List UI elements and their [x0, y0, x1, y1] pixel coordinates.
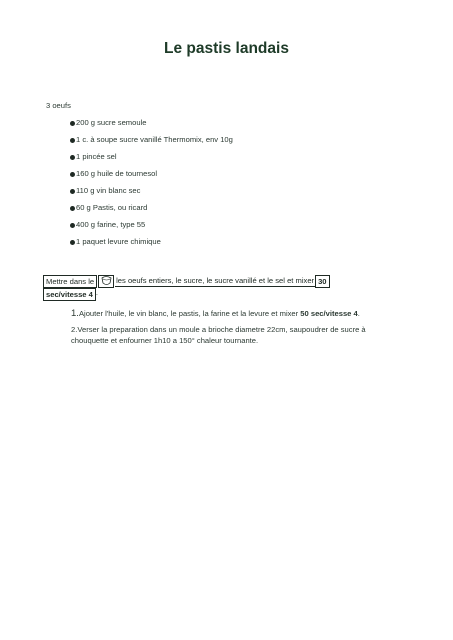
- ingredient-list: [70, 118, 233, 254]
- bullet-icon: [70, 206, 75, 211]
- step-1-setting: 50 sec/vitesse 4: [300, 309, 358, 318]
- list-item: 400 g farine, type 55: [70, 220, 233, 237]
- bullet-icon: [70, 121, 75, 126]
- bullet-icon: [70, 223, 75, 228]
- page-title: Le pastis landais: [164, 40, 289, 57]
- bullet-icon: [70, 138, 75, 143]
- step-0-text: les oeufs entiers, le sucre, le sucre vanillé et le sel et mixer: [116, 276, 315, 285]
- list-item: 1 c. à soupe sucre vanillé Thermomix, env 10g: [70, 135, 233, 152]
- list-item: 110 g vin blanc sec: [70, 186, 233, 203]
- bullet-icon: [70, 240, 75, 245]
- step-2-text: Verser la preparation dans un moule a brioche diametre 22cm, saupoudrer de sucre à chouquette et enfourner 1h10 a 150° chaleur tournante.: [71, 325, 366, 345]
- bullet-icon: [70, 155, 75, 160]
- step-2: [71, 324, 371, 346]
- intro-ingredient: 3 oeufs: [46, 101, 71, 110]
- list-item: 160 g huile de tournesol: [70, 169, 233, 186]
- step-0-setting-a: 30: [315, 275, 329, 288]
- step-0-end: .: [95, 288, 98, 297]
- step-1-number: 1.: [71, 308, 79, 319]
- step-1-text: Ajouter l'huile, le vin blanc, le pastis, la farine et la levure et mixer: [78, 309, 301, 318]
- bullet-icon: [70, 189, 75, 194]
- list-item: 1 paquet levure chimique: [70, 237, 233, 254]
- bullet-icon: [70, 172, 75, 177]
- list-item: 200 g sucre semoule: [70, 118, 233, 135]
- bowl-icon: [100, 275, 113, 287]
- step-2-number: 2.: [71, 325, 78, 334]
- step-1: [71, 308, 371, 319]
- bowl-icon-box: [98, 275, 114, 288]
- list-item: 1 pincée sel: [70, 152, 233, 169]
- list-item: 60 g Pastis, ou ricard: [70, 203, 233, 220]
- step-1-end: .: [357, 309, 360, 318]
- step-0-prefix: Mettre dans le: [43, 275, 97, 288]
- step-0: [43, 275, 330, 301]
- step-0-setting-b: sec/vitesse 4: [43, 288, 96, 301]
